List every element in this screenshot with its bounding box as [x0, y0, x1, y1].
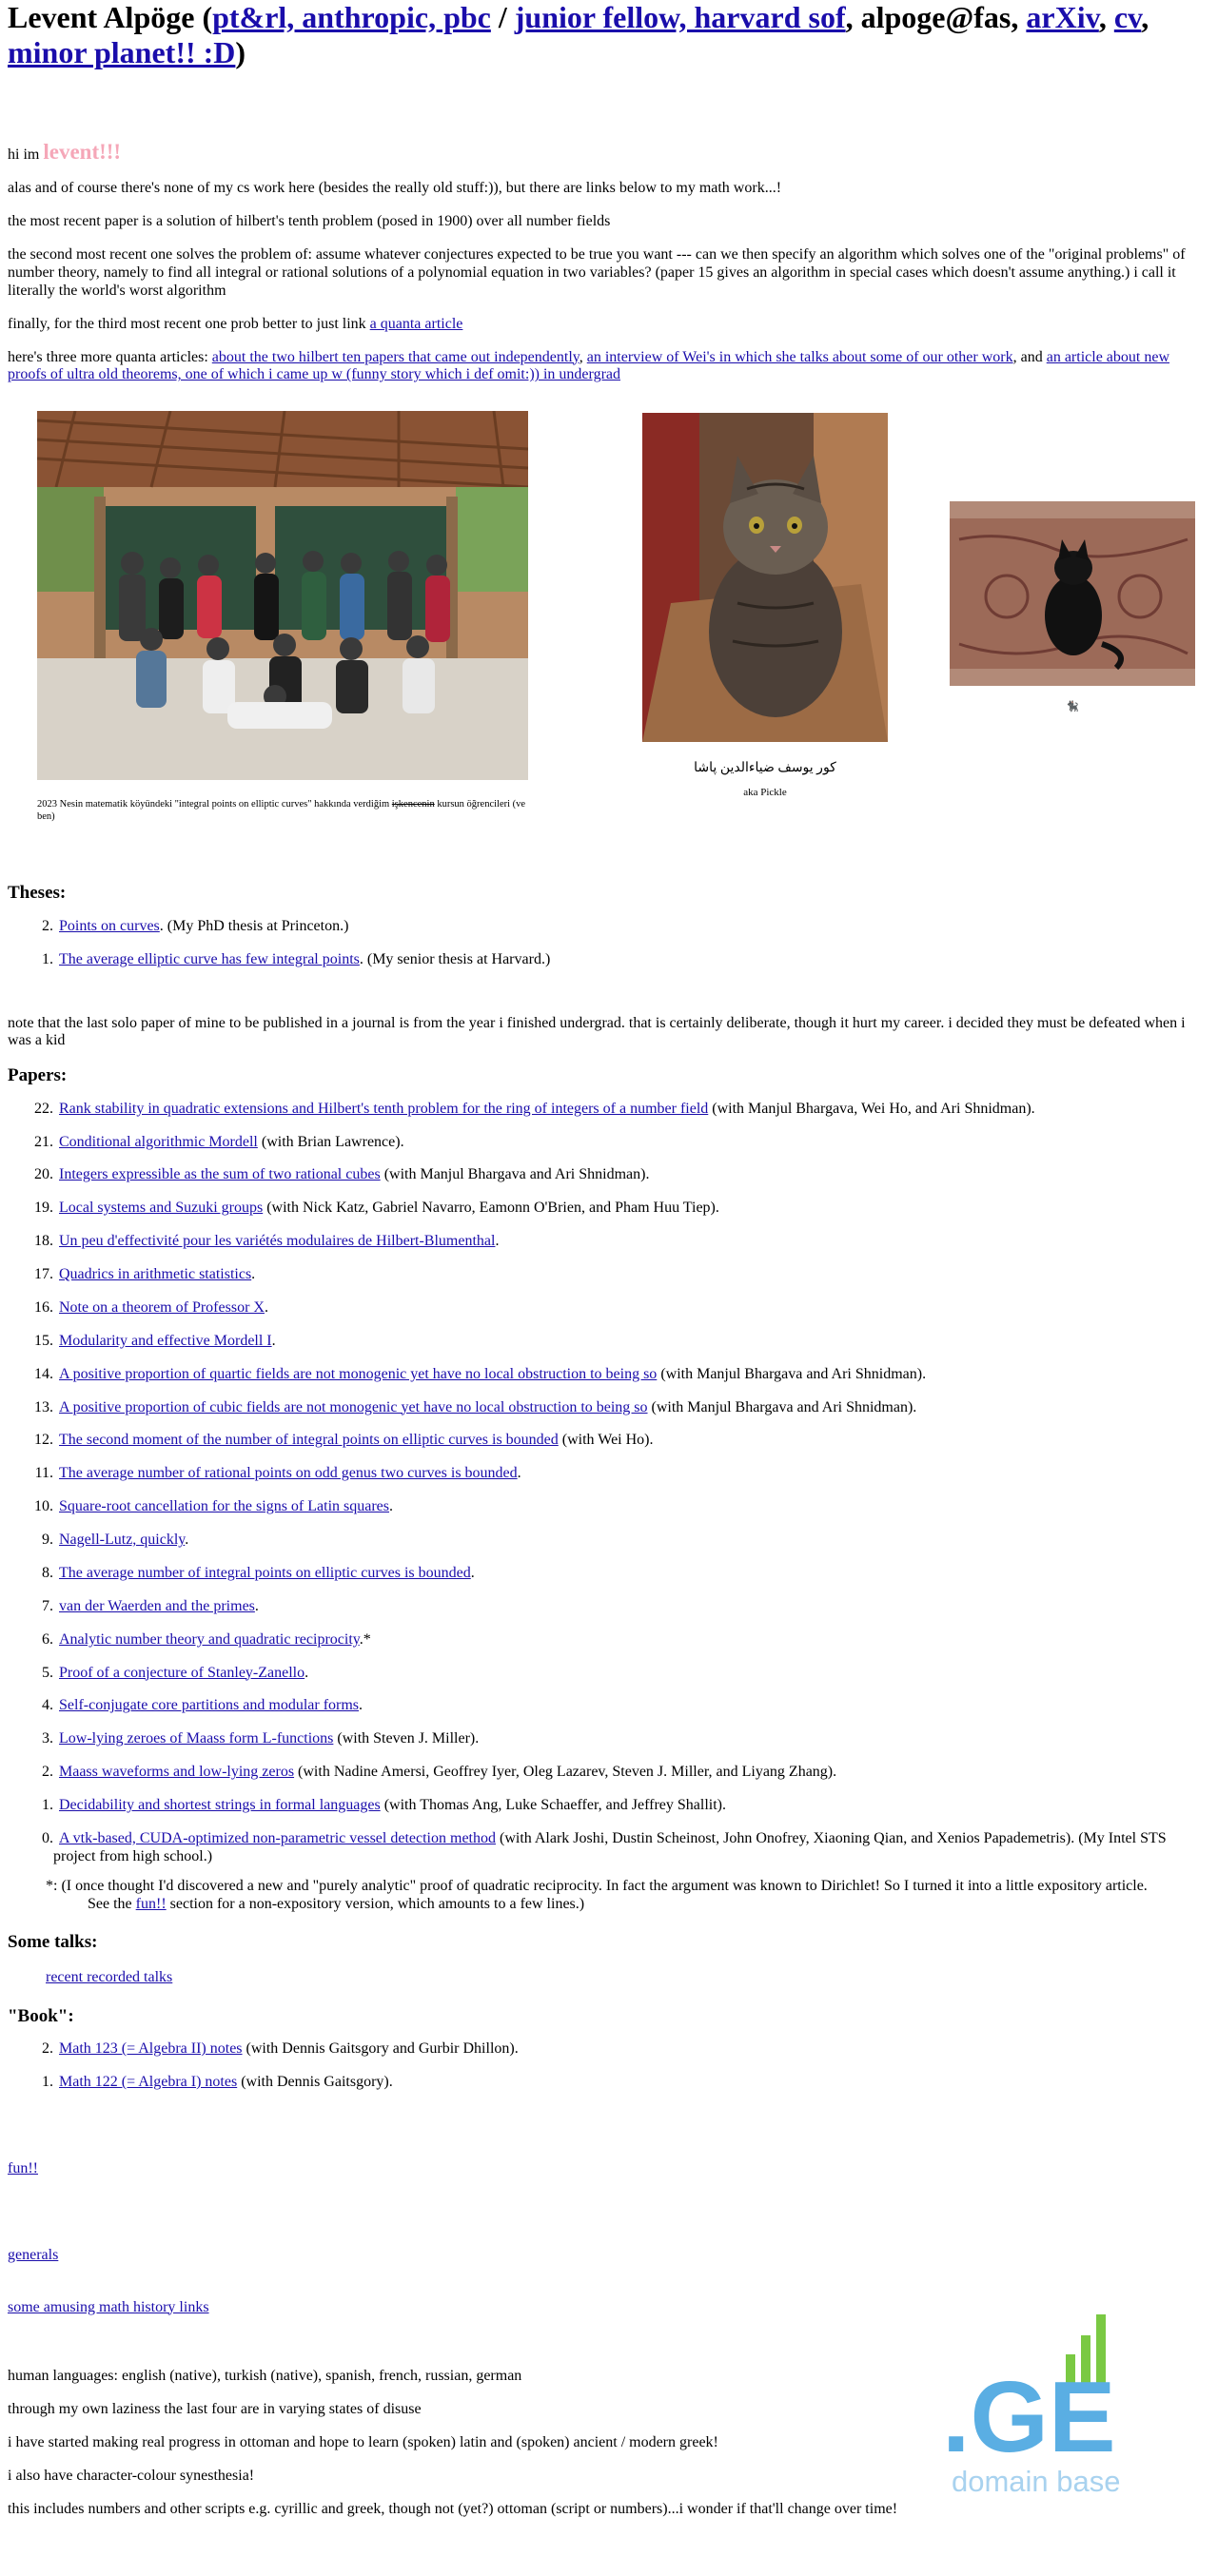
papers-heading: Papers:	[8, 1065, 68, 1086]
group-caption-suffix: kursun öğrencileri (ve ben)	[37, 799, 526, 822]
book-number: 2.	[42, 2040, 53, 2058]
paper-number: 1.	[42, 1797, 53, 1814]
book-details: (with Dennis Gaitsgory).	[237, 2073, 393, 2090]
thesis-link[interactable]: The average elliptic curve has few integral points	[59, 950, 360, 967]
papers-list	[8, 1101, 1210, 1866]
paper-link[interactable]: Integers expressible as the sum of two rational cubes	[59, 1166, 381, 1183]
languages-line: human languages: english (native), turkish (native), spanish, french, russian, german	[8, 2368, 522, 2385]
link-math-history[interactable]: some amusing math history links	[8, 2298, 209, 2315]
title-comma: ,	[1098, 0, 1114, 34]
paper-details: (with Thomas Ang, Luke Schaeffer, and Jeffrey Shallit).	[380, 1797, 726, 1814]
paper-item	[34, 1266, 1210, 1284]
paper-details: (with Manjul Bhargava and Ari Shnidman).	[647, 1398, 917, 1415]
papers-footnote	[8, 1878, 1210, 1914]
paper-details: .	[517, 1465, 521, 1482]
paper-item	[34, 1332, 1210, 1351]
link-footnote-fun[interactable]: fun!!	[135, 1895, 167, 1912]
paper-details: .	[495, 1233, 500, 1250]
footnote-line-1: *: (I once thought I'd discovered a new and "purely analytic" proof of quadratic reciprocity. In fact the argument was known to Dirichlet! So I turned it into a little expository article.	[46, 1877, 1148, 1894]
black-cat-photo	[950, 501, 1195, 686]
paper-link[interactable]: Analytic number theory and quadratic reciprocity	[59, 1630, 360, 1648]
paper-details: .	[389, 1498, 393, 1515]
paper-number: 14.	[34, 1365, 53, 1382]
paper-link[interactable]: Self-conjugate core partitions and modular forms	[59, 1697, 360, 1714]
paper-item	[34, 1133, 1210, 1152]
career-note: note that the last solo paper of mine to be published in a journal is from the year i finished undergrad. that is certainly deliberate, though it hurt my career. i decided they must be defeated when i was a kid	[8, 1014, 1186, 1049]
thesis-number: 1.	[42, 950, 53, 967]
thesis-details: . (My senior thesis at Harvard.)	[359, 950, 551, 967]
paper-link[interactable]: Un peu d'effectivité pour les variétés modulaires de Hilbert-Blumenthal	[59, 1233, 496, 1250]
paper-item	[42, 1697, 1210, 1715]
book-list	[8, 2040, 1210, 2092]
book-link[interactable]: Math 122 (= Algebra I) notes	[59, 2073, 238, 2090]
talks-body	[8, 1969, 1210, 1987]
scripts-line: this includes numbers and other scripts e.g. cyrillic and greek, though not (yet?) ottoman (script or numbers)...i wonder if that'll change over time!	[8, 2500, 898, 2517]
link-quanta-proofs[interactable]: an article about new proofs of ultra old theorems, one of which i came up w (funny story which i def omit:)) in undergrad	[8, 348, 1169, 383]
fun-line	[8, 2160, 1210, 2178]
paper-item	[34, 1233, 1210, 1251]
intro-paragraph-5	[8, 349, 1210, 385]
paper-item	[42, 1564, 1210, 1583]
link-generals[interactable]: generals	[8, 2246, 59, 2263]
paper-item	[34, 1398, 1210, 1417]
title-comma: ,	[1141, 0, 1149, 34]
paper-link[interactable]: A vtk-based, CUDA-optimized non-parametric vessel detection method	[59, 1829, 496, 1846]
paper-details: (with Nick Katz, Gabriel Navarro, Eamonn O'Brien, and Pham Huu Tiep).	[263, 1200, 719, 1217]
paper-number: 6.	[42, 1630, 53, 1648]
watermark-tagline: domain base	[952, 2465, 1121, 2497]
book-item	[42, 2073, 1210, 2092]
paper-number: 15.	[34, 1332, 53, 1349]
paper-item	[42, 1630, 1210, 1649]
paper-item	[42, 1730, 1210, 1748]
paper-link[interactable]: Conditional algorithmic Mordell	[59, 1133, 258, 1150]
synesthesia-line: i also have character-colour synesthesia!	[8, 2468, 255, 2485]
paper-item	[34, 1365, 1210, 1384]
p4-prefix: finally, for the third most recent one prob better to just link	[8, 315, 370, 332]
paper-details: .	[304, 1664, 309, 1681]
talks-section	[8, 1932, 1210, 1986]
paper-link[interactable]: Low-lying zeroes of Maass form L-functions	[59, 1730, 334, 1747]
intro-paragraph-4	[8, 316, 1210, 334]
paper-details: .	[271, 1332, 276, 1349]
ottoman-line: i have started making real progress in ottoman and hope to learn (spoken) latin and (spoken) ancient / modern greek!	[8, 2434, 718, 2451]
thesis-item	[42, 950, 1210, 969]
paper-details: .	[359, 1697, 363, 1714]
title-close: )	[235, 35, 246, 70]
p5-sep: , and	[1012, 348, 1047, 365]
paper-link[interactable]: Local systems and Suzuki groups	[59, 1200, 264, 1217]
thesis-item	[42, 917, 1210, 936]
link-arxiv[interactable]: arXiv	[1026, 0, 1099, 34]
title-sep: /	[490, 0, 515, 34]
paper-number: 10.	[34, 1498, 53, 1515]
hi-prefix: hi im	[8, 146, 44, 164]
paper-item	[42, 1829, 1210, 1866]
paper-item	[34, 1465, 1210, 1483]
cat-pickle-figure	[641, 413, 889, 798]
paper-number: 19.	[34, 1200, 53, 1217]
paper-item	[42, 1764, 1210, 1782]
paper-item	[34, 1100, 1210, 1119]
paper-item	[34, 1200, 1210, 1218]
paper-item	[42, 1664, 1210, 1683]
cat-pickle-photo	[642, 413, 888, 742]
paper-details: (with Wei Ho).	[558, 1432, 654, 1449]
paper-number: 16.	[34, 1298, 53, 1316]
footnote-pre: See the	[88, 1895, 136, 1912]
paper-number: 22.	[34, 1100, 53, 1117]
intro-paragraph-2: the most recent paper is a solution of hilbert's tenth problem (posed in 1900) over all number fields	[8, 213, 611, 230]
paper-link[interactable]: The average number of rational points on odd genus two curves is bounded	[59, 1465, 518, 1482]
talks-heading: Some talks:	[8, 1932, 98, 1953]
link-minor-planet[interactable]: minor planet!! :D	[8, 35, 236, 70]
book-link[interactable]: Math 123 (= Algebra II) notes	[59, 2040, 243, 2058]
hi-name: levent!!!	[43, 140, 122, 165]
link-fun[interactable]: fun!!	[8, 2159, 38, 2176]
footnote-post: section for a non-expository version, which amounts to a few lines.)	[166, 1895, 585, 1912]
paper-link[interactable]: Nagell-Lutz, quickly	[59, 1532, 186, 1549]
paper-item	[34, 1166, 1210, 1184]
p5-sep: ,	[579, 348, 587, 365]
paper-item	[42, 1797, 1210, 1815]
photo-gallery	[8, 411, 1210, 849]
book-heading: "Book":	[8, 2005, 74, 2026]
paper-details: .	[185, 1532, 189, 1549]
theses-list	[8, 918, 1210, 969]
black-cat-figure	[950, 501, 1195, 713]
paper-link[interactable]: Quadrics in arithmetic statistics	[59, 1266, 252, 1283]
footnote-line-2	[46, 1896, 1210, 1914]
cat-pickle-caption: کور یوسف ضیاءالدین پاشا	[694, 761, 836, 776]
paper-link[interactable]: The average number of integral points on elliptic curves is bounded	[59, 1564, 471, 1581]
black-cat-caption: 🐈‍⬛	[1066, 701, 1079, 713]
paper-number: 2.	[42, 1764, 53, 1781]
paper-number: 3.	[42, 1730, 53, 1747]
group-caption-prefix: 2023 Nesin matematik köyündeki "integral points on elliptic curves" hakkında verdiğim	[37, 799, 392, 810]
hi-line	[8, 139, 1210, 165]
link-recorded-talks[interactable]: recent recorded talks	[46, 1968, 173, 1985]
paper-details: (with Steven J. Miller).	[333, 1730, 480, 1747]
papers-section	[8, 1065, 1210, 1913]
intro-paragraph-3: the second most recent one solves the problem of: assume whatever conjectures expected to be true you want --- can we then specify an algorithm which solves one of the "original problems" of number theory, namely to find all integral or rational solutions of a polynomial equation in two variables? (paper 15 gives an algorithm in special cases which doesn't assume anything.) i call it literally the world's worst algorithm	[8, 246, 1186, 299]
paper-link[interactable]: A positive proportion of cubic fields are not monogenic yet have no local obstruction to being so	[59, 1398, 648, 1415]
book-item	[42, 2040, 1210, 2059]
paper-item	[34, 1432, 1210, 1450]
disuse-line: through my own laziness the last four are in varying states of disuse	[8, 2401, 422, 2418]
paper-details: (with Manjul Bhargava and Ari Shnidman).	[657, 1365, 927, 1382]
paper-item	[34, 1498, 1210, 1516]
paper-item	[34, 1298, 1210, 1317]
p5-prefix: here's three more quanta articles:	[8, 348, 212, 365]
paper-number: 0.	[42, 1829, 53, 1846]
domain-base-watermark	[942, 2297, 1180, 2497]
link-quanta-hilbert[interactable]: about the two hilbert ten papers that came out independently	[211, 348, 580, 365]
paper-link[interactable]: Square-root cancellation for the signs of Latin squares	[59, 1498, 389, 1515]
paper-number: 20.	[34, 1166, 53, 1183]
thesis-number: 2.	[42, 917, 53, 934]
group-photo-caption	[37, 799, 528, 823]
generals-line	[8, 2247, 1210, 2265]
paper-link[interactable]: Note on a theorem of Professor X	[59, 1298, 265, 1316]
paper-details: .	[470, 1564, 475, 1581]
thesis-link[interactable]: Points on curves	[59, 917, 160, 934]
paper-link[interactable]: Rank stability in quadratic extensions and Hilbert's tenth problem for the ring of integers of a number field	[59, 1100, 709, 1117]
book-number: 1.	[42, 2073, 53, 2090]
paper-item	[42, 1532, 1210, 1550]
link-quanta-interview[interactable]: an interview of Wei's in which she talks about some of our other work	[586, 348, 1013, 365]
theses-heading: Theses:	[8, 883, 67, 904]
group-photo	[37, 411, 528, 780]
paper-number: 21.	[34, 1133, 53, 1150]
paper-link[interactable]: A positive proportion of quartic fields are not monogenic yet have no local obstruction to being so	[59, 1365, 658, 1382]
paper-number: 4.	[42, 1697, 53, 1714]
page-title	[8, 0, 1210, 70]
paper-link[interactable]: van der Waerden and the primes	[59, 1597, 255, 1614]
paper-number: 11.	[34, 1465, 53, 1482]
paper-details: (with Alark Joshi, Dustin Scheinost, John Onofrey, Xiaoning Qian, and Xenios Papademetris). (My Intel STS project from high school.)	[53, 1829, 1167, 1864]
paper-details: (with Nadine Amersi, Geoffrey Iyer, Oleg Lazarev, Steven J. Miller, and Liyang Zhang).	[294, 1764, 837, 1781]
book-section	[8, 2006, 1210, 2092]
theses-section	[8, 883, 1210, 968]
paper-details: .	[264, 1298, 268, 1316]
paper-number: 8.	[42, 1564, 53, 1581]
paper-link[interactable]: Proof of a conjecture of Stanley-Zanello	[59, 1664, 305, 1681]
link-ptrl[interactable]: pt&rl, anthropic, pbc	[212, 0, 491, 34]
paper-number: 9.	[42, 1532, 53, 1549]
paper-item	[42, 1597, 1210, 1616]
paper-details: (with Brian Lawrence).	[257, 1133, 404, 1150]
book-details: (with Dennis Gaitsgory and Gurbir Dhillon).	[242, 2040, 519, 2058]
link-junior-fellow[interactable]: junior fellow, harvard sof	[514, 0, 846, 34]
paper-link[interactable]: Decidability and shortest strings in formal languages	[59, 1797, 381, 1814]
thesis-details: . (My PhD thesis at Princeton.)	[159, 917, 349, 934]
paper-link[interactable]: Maass waveforms and low-lying zeros	[59, 1764, 295, 1781]
group-caption-struck: işkencenin	[391, 799, 435, 810]
paper-number: 5.	[42, 1664, 53, 1681]
link-quanta-article[interactable]: a quanta article	[369, 315, 463, 332]
paper-details: .	[254, 1597, 259, 1614]
title-name: Levent Alpöge (	[8, 0, 213, 34]
paper-link[interactable]: Modularity and effective Mordell I	[59, 1332, 272, 1349]
title-email: , alpoge@fas,	[845, 0, 1027, 34]
paper-number: 13.	[34, 1398, 53, 1415]
paper-details: .	[251, 1266, 256, 1283]
paper-details: (with Manjul Bhargava, Wei Ho, and Ari Shnidman).	[708, 1100, 1035, 1117]
watermark-logo-text: .GE	[942, 2361, 1116, 2473]
link-cv[interactable]: cv	[1113, 0, 1142, 34]
group-photo-figure	[37, 411, 528, 823]
intro-paragraph-1: alas and of course there's none of my cs work here (besides the really old stuff:)), but there are links below to my math work...!	[8, 180, 782, 197]
paper-link[interactable]: The second moment of the number of integral points on elliptic curves is bounded	[59, 1432, 559, 1449]
paper-number: 7.	[42, 1597, 53, 1614]
cat-pickle-alias: aka Pickle	[743, 786, 787, 798]
paper-details: .*	[359, 1630, 371, 1648]
paper-number: 17.	[34, 1266, 53, 1283]
paper-number: 12.	[34, 1432, 53, 1449]
paper-details: (with Manjul Bhargava and Ari Shnidman).	[380, 1166, 650, 1183]
paper-number: 18.	[34, 1233, 53, 1250]
